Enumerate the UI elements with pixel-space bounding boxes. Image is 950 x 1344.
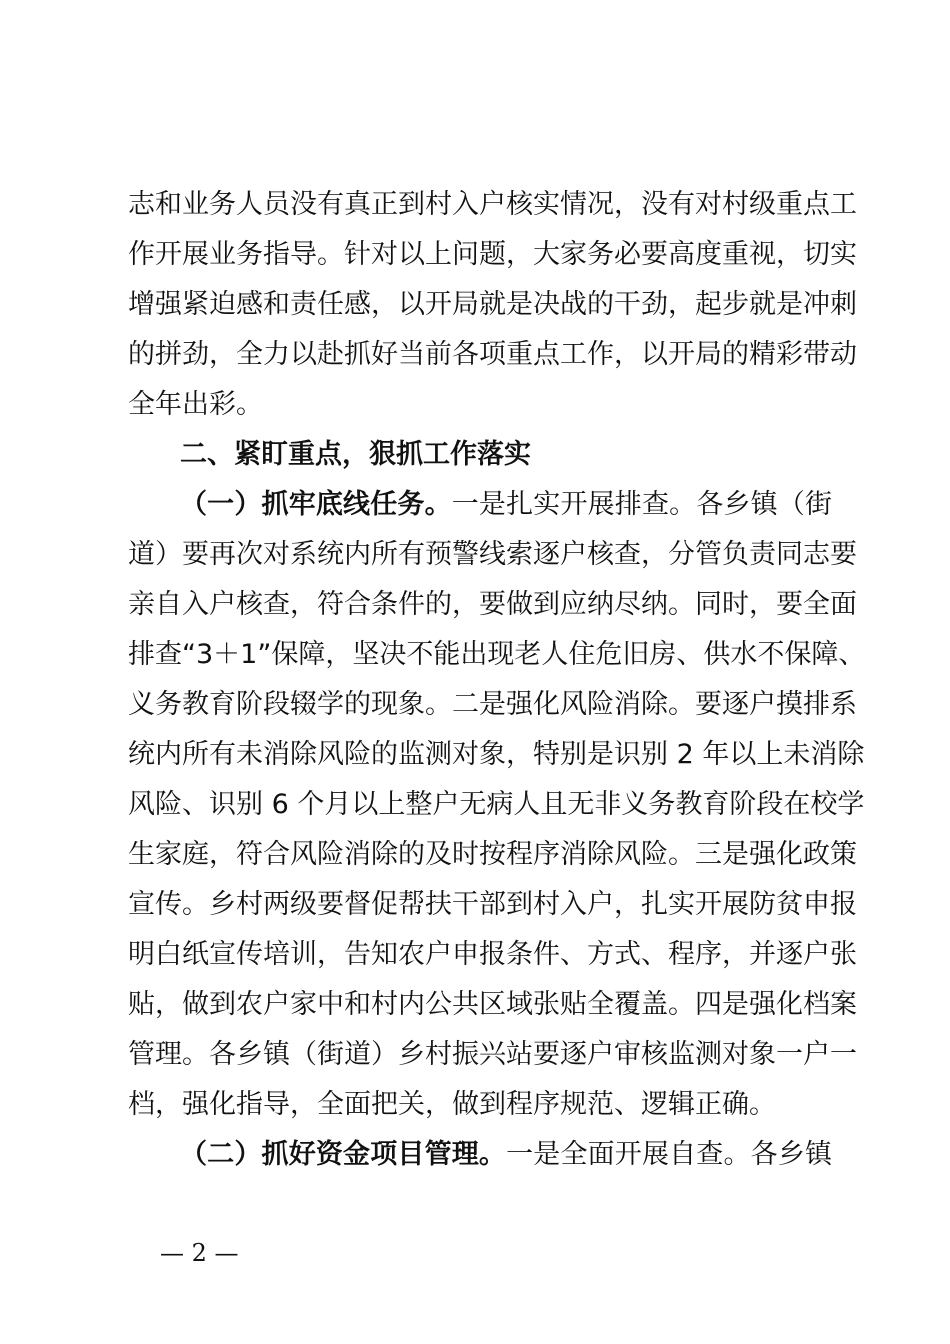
- paragraph-line: 的拼劲，全力以赴抓好当前各项重点工作，以开局的精彩带动: [128, 339, 857, 370]
- section-heading: 二、紧盯重点，狠抓工作落实: [180, 439, 531, 470]
- subsection-text: 一是扎实开展排查。各乡镇（街: [451, 489, 833, 520]
- paragraph-line: 作开展业务指导。针对以上问题，大家务必要高度重视，切实: [128, 239, 857, 270]
- paragraph-line: 风险、识别 6 个月以上整户无病人且无非义务教育阶段在校学: [128, 789, 865, 820]
- paragraph-line: 亲自入户核查，符合条件的，要做到应纳尽纳。同时，要全面: [128, 589, 857, 620]
- paragraph-line: 道）要再次对系统内所有预警线索逐户核查，分管负责同志要: [128, 539, 857, 570]
- page-number: — 2 —: [160, 1239, 239, 1267]
- paragraph-line: 义务教育阶段辍学的现象。二是强化风险消除。要逐户摸排系: [128, 689, 857, 720]
- paragraph-line: 贴，做到农户家中和村内公共区域张贴全覆盖。四是强化档案: [128, 989, 857, 1020]
- paragraph-line: 档，强化指导，全面把关，做到程序规范、逻辑正确。: [128, 1089, 776, 1120]
- subsection-first-line: [180, 480, 832, 530]
- paragraph-line: 管理。各乡镇（街道）乡村振兴站要逐户审核监测对象一户一: [128, 1039, 857, 1070]
- paragraph-line: 宣传。乡村两级要督促帮扶干部到村入户，扎实开展防贫申报: [128, 889, 857, 920]
- paragraph-line: 全年出彩。: [128, 389, 263, 420]
- paragraph-line: 排查“3＋1”保障，坚决不能出现老人住危旧房、供水不保障、: [128, 639, 866, 670]
- subsection-title: （二）抓好资金项目管理。: [180, 1139, 507, 1170]
- subsection-text: 一是全面开展自查。各乡镇: [506, 1139, 833, 1170]
- subsection-first-line: [180, 1130, 832, 1180]
- subsection-title: （一）抓牢底线任务。: [180, 489, 452, 520]
- paragraph-line: 明白纸宣传培训，告知农户申报条件、方式、程序，并逐户张: [128, 939, 857, 970]
- paragraph-line: 志和业务人员没有真正到村入户核实情况，没有对村级重点工: [128, 189, 857, 220]
- paragraph-line: 生家庭，符合风险消除的及时按程序消除风险。三是强化政策: [128, 839, 857, 870]
- paragraph-line: 增强紧迫感和责任感，以开局就是决战的干劲，起步就是冲刺: [128, 289, 857, 320]
- paragraph-line: 统内所有未消除风险的监测对象，特别是识别 2 年以上未消除: [128, 739, 865, 770]
